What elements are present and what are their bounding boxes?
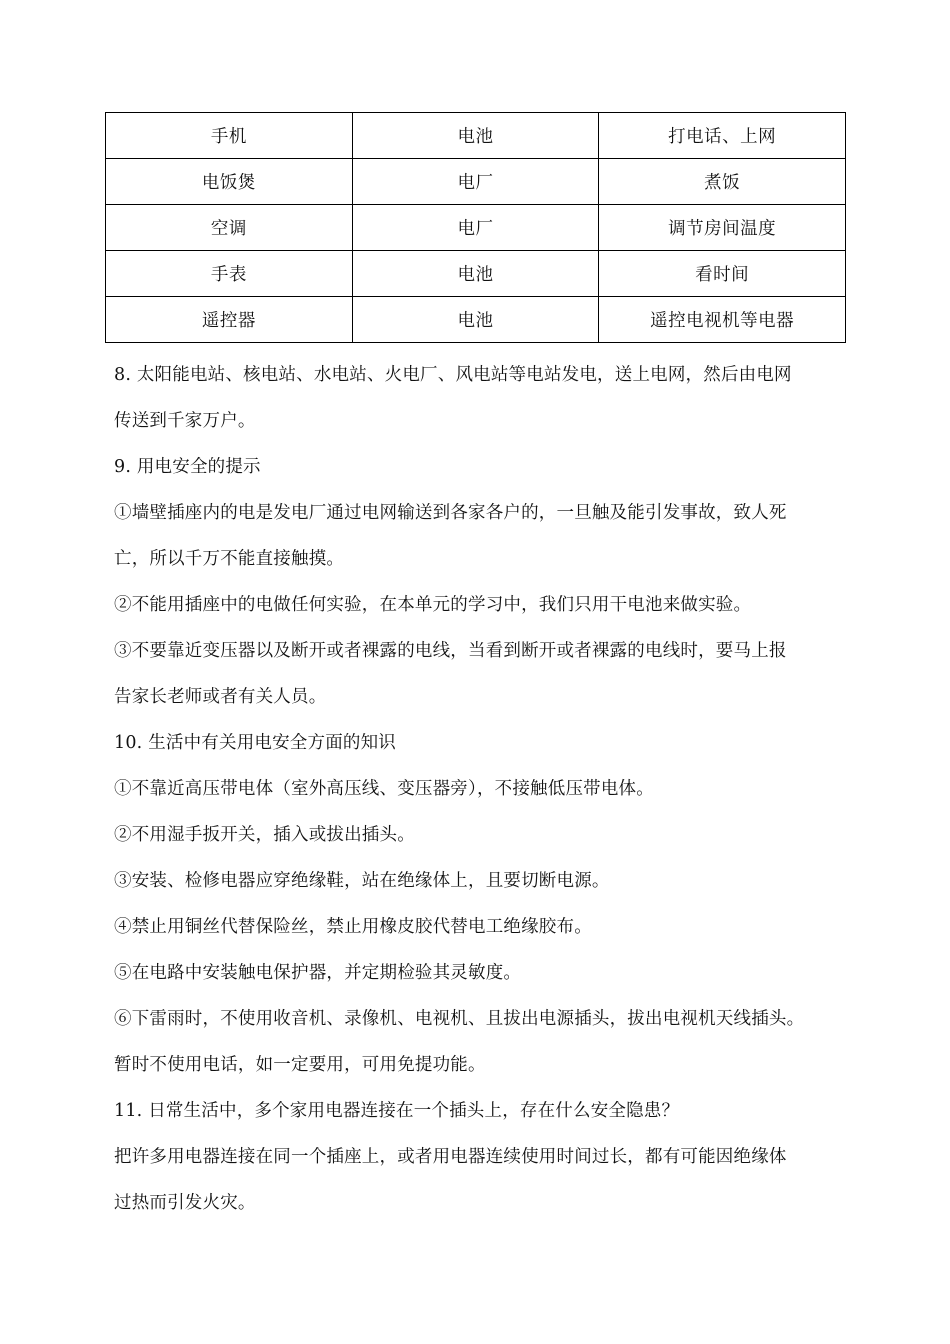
text-line: ⑤在电路中安装触电保护器，并定期检验其灵敏度。 [114, 963, 522, 983]
table-cell: 电厂 [352, 159, 599, 205]
text-line: ②不用湿手扳开关，插入或拔出插头。 [114, 825, 415, 845]
text-line: 暂时不使用电话，如一定要用，可用免提功能。 [114, 1055, 486, 1075]
table-cell: 电池 [352, 113, 599, 159]
table-cell: 打电话、上网 [599, 113, 846, 159]
table-cell: 电池 [352, 251, 599, 297]
table-row [106, 297, 846, 343]
text-line: 8. 太阳能电站、核电站、水电站、火电厂、风电站等电站发电，送上电网，然后由电网 [114, 365, 792, 385]
section-heading: 11. 日常生活中，多个家用电器连接在一个插头上，存在什么安全隐患？ [114, 1101, 680, 1121]
text-line: ①不靠近高压带电体（室外高压线、变压器旁），不接触低压带电体。 [114, 779, 654, 799]
table-cell: 调节房间温度 [599, 205, 846, 251]
text-line: 把许多用电器连接在同一个插座上，或者用电器连续使用时间过长，都有可能因绝缘体 [114, 1147, 787, 1167]
table-cell: 电池 [352, 297, 599, 343]
section-heading: 9. 用电安全的提示 [114, 457, 261, 477]
table-cell: 遥控电视机等电器 [599, 297, 846, 343]
table-cell: 看时间 [599, 251, 846, 297]
table-cell: 电厂 [352, 205, 599, 251]
text-line: ④禁止用铜丝代替保险丝，禁止用橡皮胶代替电工绝缘胶布。 [114, 917, 592, 937]
text-line: ⑥下雷雨时，不使用收音机、录像机、电视机、且拔出电源插头，拔出电视机天线插头。 [114, 1009, 805, 1029]
text-line: 亡，所以千万不能直接触摸。 [114, 549, 345, 569]
text-line: 传送到千家万户。 [114, 411, 256, 431]
table-cell: 手表 [106, 251, 353, 297]
body-text [114, 352, 844, 1226]
table-row [106, 251, 846, 297]
table-row [106, 159, 846, 205]
table-cell: 煮饭 [599, 159, 846, 205]
text-line: ③不要靠近变压器以及断开或者裸露的电线，当看到断开或者裸露的电线时，要马上报 [114, 641, 787, 661]
text-line: ③安装、检修电器应穿绝缘鞋，站在绝缘体上，且要切断电源。 [114, 871, 610, 891]
text-line: ①墙壁插座内的电是发电厂通过电网输送到各家各户的，一旦触及能引发事故，致人死 [114, 503, 787, 523]
text-line: ②不能用插座中的电做任何实验，在本单元的学习中，我们只用干电池来做实验。 [114, 595, 752, 615]
table-row [106, 113, 846, 159]
appliance-table [105, 112, 846, 343]
table-cell: 电饭煲 [106, 159, 353, 205]
table-cell: 空调 [106, 205, 353, 251]
text-line: 告家长老师或者有关人员。 [114, 687, 327, 707]
table-row [106, 205, 846, 251]
table-cell: 手机 [106, 113, 353, 159]
table-cell: 遥控器 [106, 297, 353, 343]
section-heading: 10. 生活中有关用电安全方面的知识 [114, 733, 396, 753]
text-line: 过热而引发火灾。 [114, 1193, 256, 1213]
